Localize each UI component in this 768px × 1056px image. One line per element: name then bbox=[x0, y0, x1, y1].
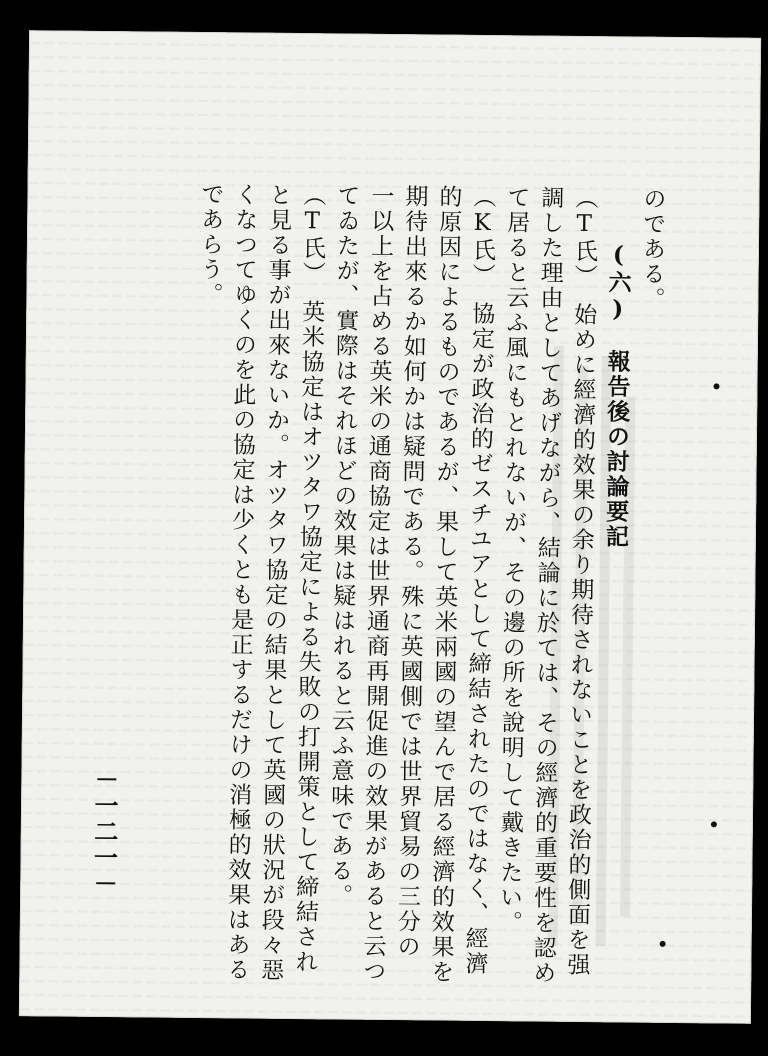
ink-speck bbox=[711, 821, 717, 827]
text-line: 調した理由としてあげながら、結論に於ては、その經濟的重要性を認め bbox=[529, 185, 564, 986]
text-line: て居ると云ふ風にもとれないが、その邊の所を說明して戴きたい。 bbox=[495, 185, 530, 936]
body-text bbox=[185, 181, 669, 986]
text-line: （T氏） 英米協定はオツタワ協定による失敗の打開策として締結され bbox=[291, 183, 326, 975]
text-line: と見る事が出來ないか。オツタワ協定の結果として英國の狀況が段々惡 bbox=[257, 182, 292, 983]
text-line: 的原因によるものであるが、果して英米兩國の望んで居る經濟的效果を bbox=[427, 184, 462, 985]
section-heading: (六) 報告後の討論要記 bbox=[601, 241, 633, 550]
text-line: のである。 bbox=[638, 186, 666, 312]
text-line: くなつてゆくのを此の協定は少くとも是正するだけの消極的效果はある bbox=[223, 182, 258, 983]
ink-speck bbox=[660, 941, 666, 947]
text-line: てゐたが、實際はそれほどの效果は疑はれると云ふ意味である。 bbox=[326, 183, 360, 909]
page-number: －一二一－ bbox=[89, 766, 120, 898]
text-line: 期待出來るか如何かは疑問である。殊に英國側では世界貿易の三分の bbox=[393, 184, 428, 960]
document-page bbox=[19, 30, 761, 1024]
text-line: であらう。 bbox=[196, 181, 224, 308]
ink-speck bbox=[713, 383, 719, 389]
text-line: 一以上を占める英米の通商協定は世界通商再開促進の效果があると云つ bbox=[359, 183, 394, 984]
text-line: （K氏） 協定が政治的ゼスチユアとして締結されたのではなく、經濟 bbox=[461, 184, 496, 977]
text-line: （T氏） 始めに經濟的效果の余り期待されないことを政治的側面を强 bbox=[563, 185, 598, 978]
